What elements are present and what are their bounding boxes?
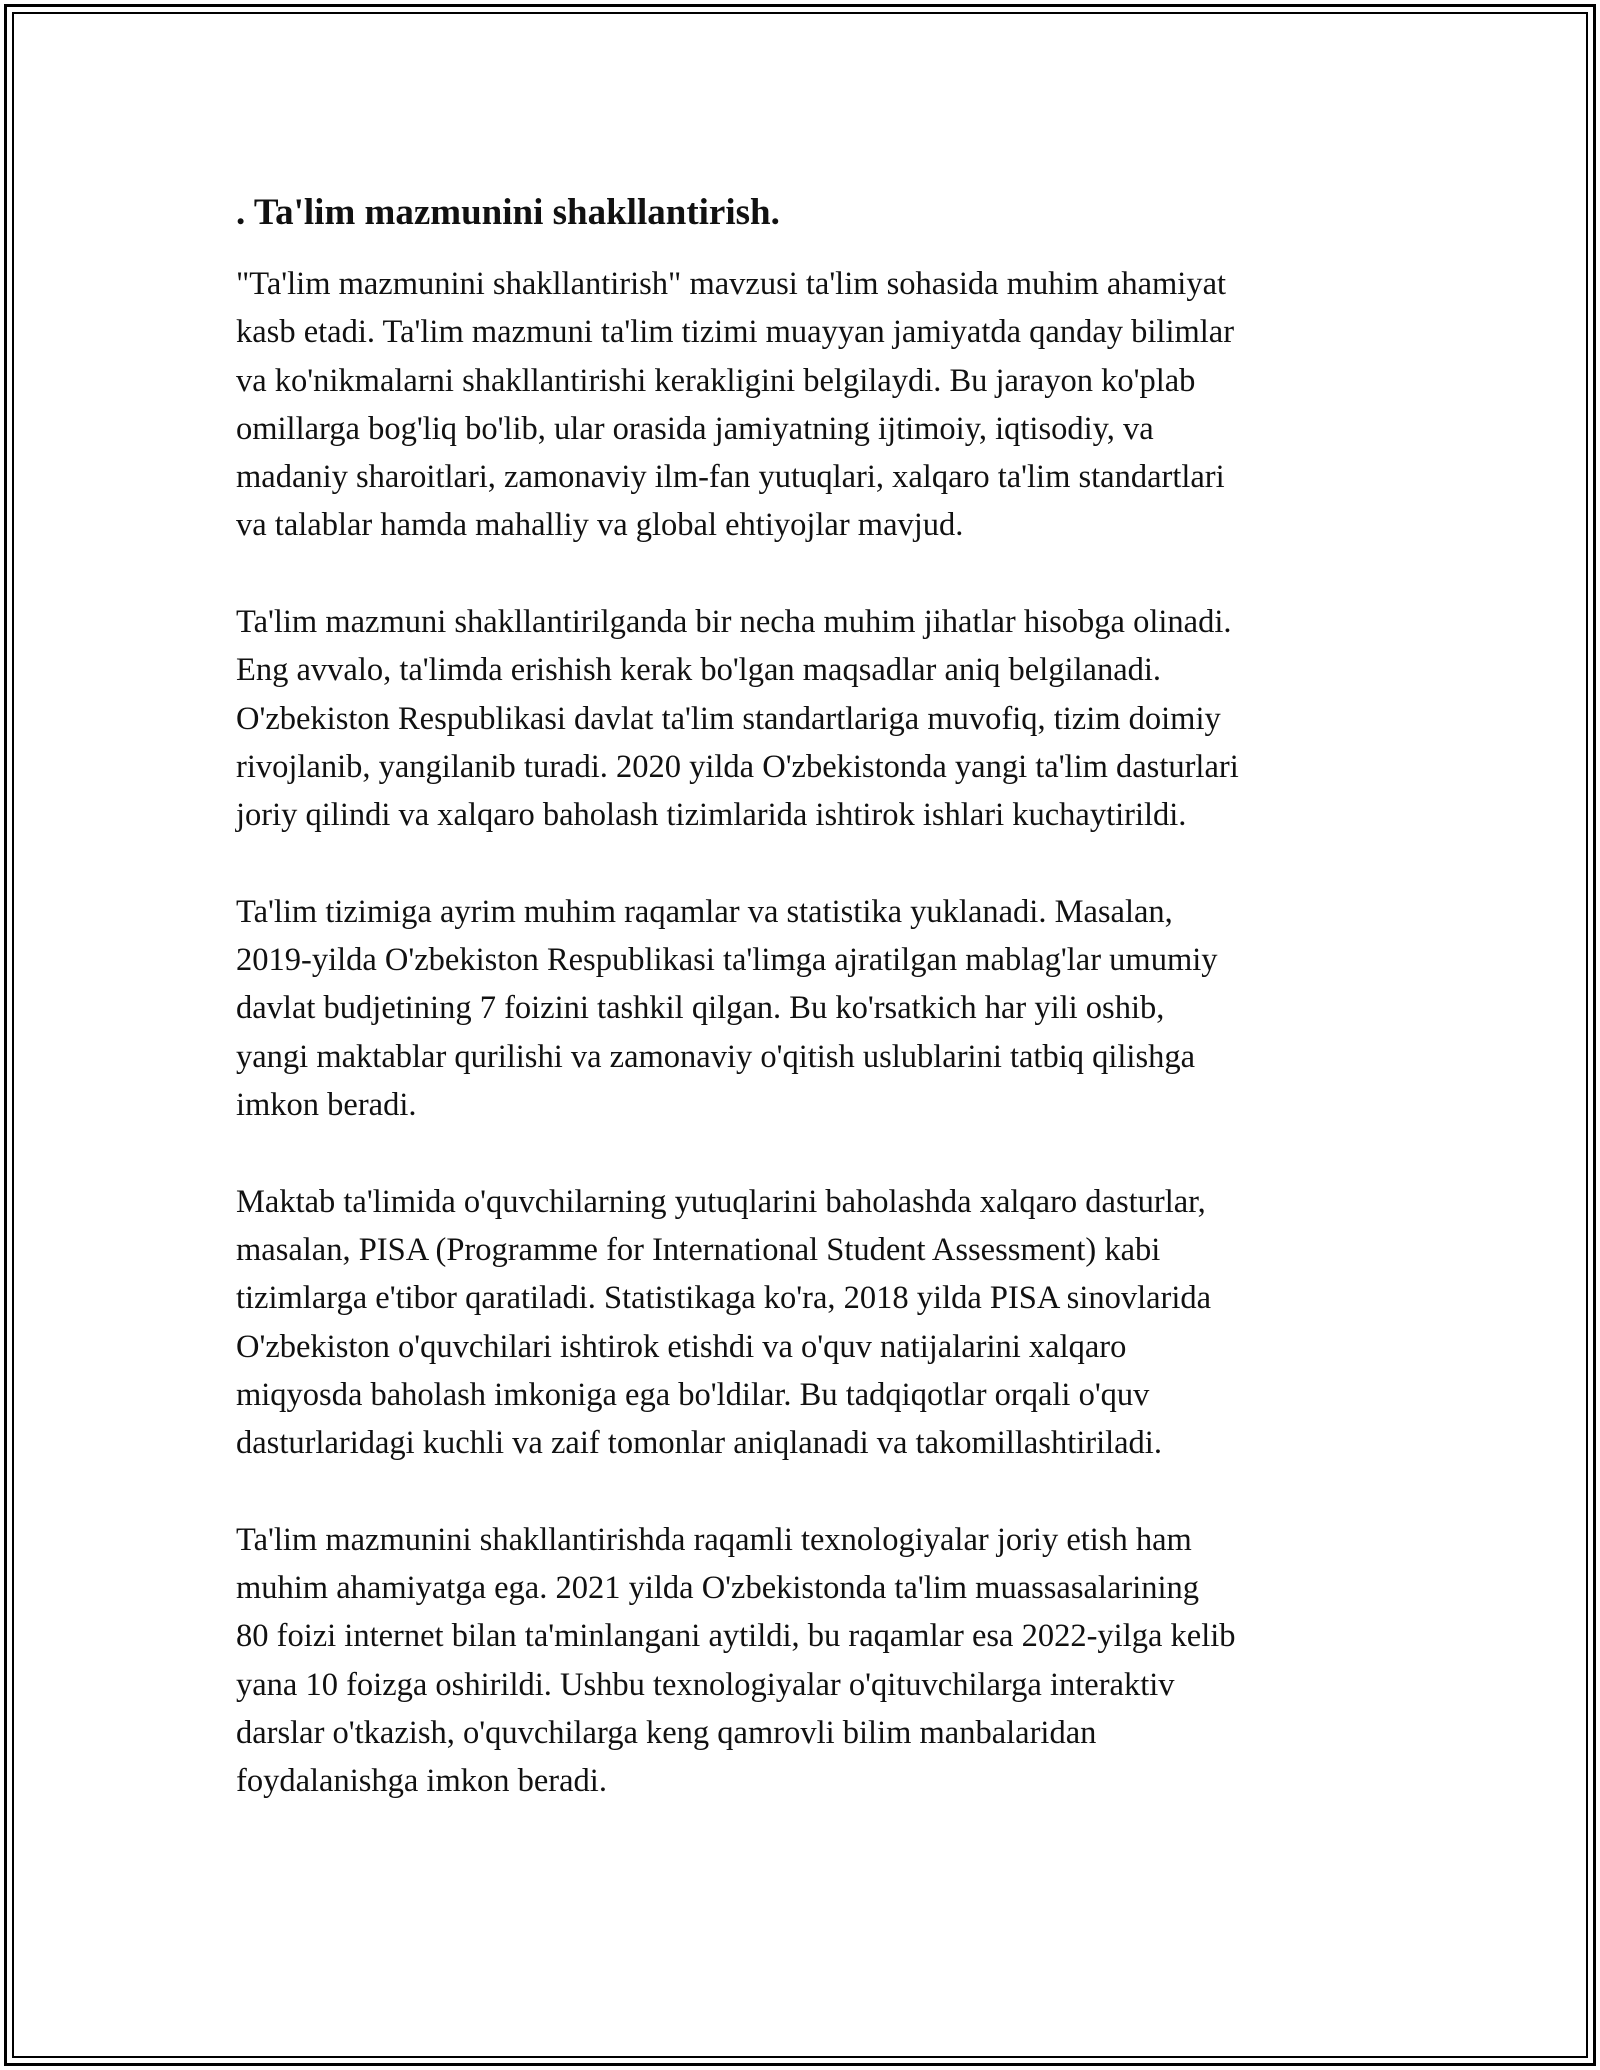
paragraph-line: madaniy sharoitlari, zamonaviy ilm-fan yutuqlari, xalqaro ta'lim standartlari [236,459,1225,496]
paragraph-line: tizimlarga e'tibor qaratiladi. Statistikaga ko'ra, 2018 yilda PISA sinovlarida [236,1280,1212,1317]
paragraph-1 [236,260,1376,550]
paragraph-line: darslar o'tkazish, o'quvchilarga keng qamrovli bilim manbalaridan [236,1714,1097,1751]
paragraph-line: va talablar hamda mahalliy va global ehtiyojlar mavjud. [236,507,964,544]
paragraph-line: masalan, PISA (Programme for International Student Assessment) kabi [236,1231,1161,1268]
paragraph-2 [236,598,1376,839]
paragraph-line: yana 10 foizga oshirildi. Ushbu texnologiyalar o'qituvchilarga interaktiv [236,1666,1175,1703]
paragraph-line: miqyosda baholash imkoniga ega bo'ldilar. Bu tadqiqotlar orqali o'quv [236,1376,1150,1413]
paragraph-line: rivojlanib, yangilanib turadi. 2020 yilda O'zbekistonda yangi ta'lim dasturlari [236,748,1239,785]
paragraph-line: 80 foizi internet bilan ta'minlangani aytildi, bu raqamlar esa 2022-yilga kelib [236,1618,1236,1655]
paragraph-line: 2019-yilda O'zbekiston Respublikasi ta'limga ajratilgan mablag'lar umumiy [236,942,1218,979]
paragraph-line: muhim ahamiyatga ega. 2021 yilda O'zbekistonda ta'lim muassasalarining [236,1570,1200,1607]
paragraph-line: Eng avvalo, ta'limda erishish kerak bo'lgan maqsadlar aniq belgilanadi. [236,652,1162,689]
paragraph-line: yangi maktablar qurilishi va zamonaviy o'qitish uslublarini tatbiq qilishga [236,1038,1196,1075]
paragraph-line: joriy qilindi va xalqaro baholash tizimlarida ishtirok ishlari kuchaytirildi. [236,797,1187,834]
paragraph-5 [236,1516,1376,1806]
paragraph-line: Ta'lim mazmunini shakllantirishda raqamli texnologiyalar joriy etish ham [236,1521,1192,1558]
paragraph-line: Ta'lim tizimiga ayrim muhim raqamlar va statistika yuklanadi. Masalan, [236,893,1173,930]
paragraph-line: va ko'nikmalarni shakllantirishi kerakligini belgilaydi. Bu jarayon ko'plab [236,362,1196,399]
paragraph-line: davlat budjetining 7 foizini tashkil qilgan. Bu ko'rsatkich har yili oshib, [236,990,1165,1027]
paragraph-line: foydalanishga imkon beradi. [236,1763,607,1800]
paragraph-line: "Ta'lim mazmunini shakllantirish" mavzusi ta'lim sohasida muhim ahamiyat [236,266,1227,302]
paragraph-line: dasturlaridagi kuchli va zaif tomonlar aniqlanadi va takomillashtiriladi. [236,1425,1162,1462]
document-body [236,186,1376,1854]
paragraph-line: imkon beradi. [236,1087,417,1124]
paragraph-line: O'zbekiston Respublikasi davlat ta'lim standartlariga muvofiq, tizim doimiy [236,700,1221,737]
paragraph-line: Maktab ta'limida o'quvchilarning yutuqlarini baholashda xalqaro dasturlar, [236,1183,1206,1220]
paragraph-line: kasb etadi. Ta'lim mazmuni ta'lim tizimi muayyan jamiyatda qanday bilimlar [236,314,1235,351]
paragraph-3 [236,888,1376,1129]
paragraph-4 [236,1178,1376,1468]
paragraph-line: Ta'lim mazmuni shakllantirilganda bir necha muhim jihatlar hisobga olinadi. [236,604,1232,641]
document-title: . Ta'lim mazmunini shakllantirish. [236,192,780,233]
paragraph-line: O'zbekiston o'quvchilari ishtirok etishdi va o'quv natijalarini xalqaro [236,1328,1127,1365]
paragraph-line: omillarga bog'liq bo'lib, ular orasida jamiyatning ijtimoiy, iqtisodiy, va [236,410,1154,447]
